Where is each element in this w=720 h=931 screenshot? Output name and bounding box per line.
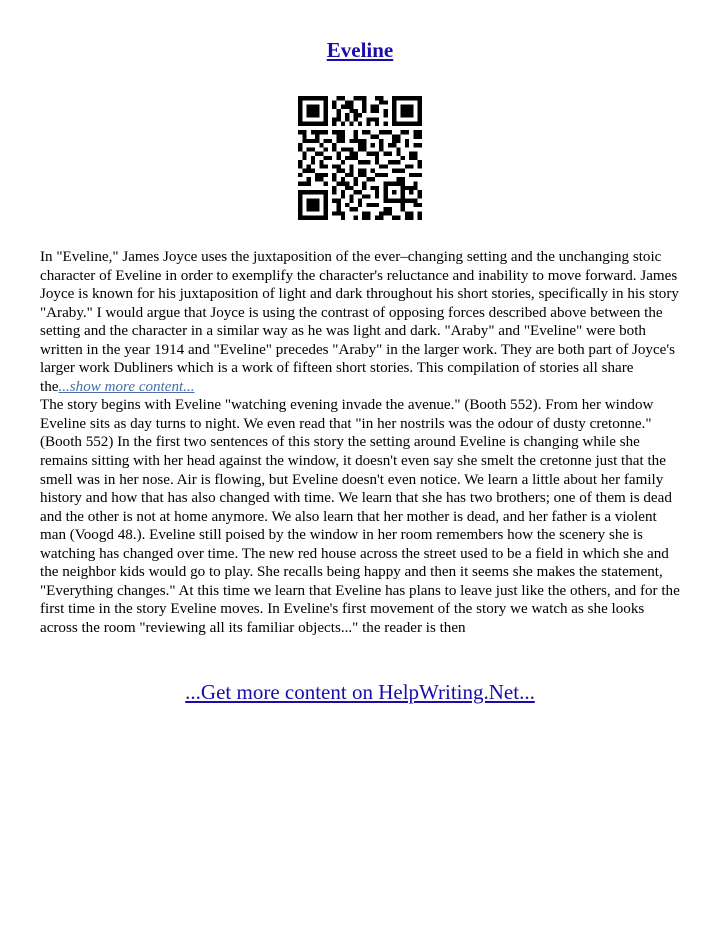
show-more-link[interactable]: ...show more content...: [58, 378, 195, 395]
article-paragraph: [40, 248, 684, 396]
qr-code-icon: [298, 96, 422, 220]
document-title: [0, 36, 720, 64]
get-more-content: [0, 678, 720, 706]
paragraph-text: In "Eveline," James Joyce uses the juxtaposition of the ever–changing setting and the unchanging stoic character of Eveline in order to exemplify the character's reluctance and inability to move forward. James Joyce is known for his juxtaposition of light and dark throughout his short stories, specifically in his story "Araby." I would argue that Joyce is using the contrast of opposing forces described above between the setting and the character in a similar way as he was light and dark. "Araby" and "Eveline" were both written in the year 1914 and "Eveline" precedes "Araby" in the larger work. They are both part of Joyce's larger work Dubliners which is a work of fifteen short stories. This compilation of stories all share the: [40, 249, 679, 395]
get-more-content-link[interactable]: ...Get more content on HelpWriting.Net...: [185, 680, 535, 704]
article-paragraph: The story begins with Eveline "watching evening invade the avenue." (Booth 552). From her window Eveline sits as day turns to night. We even read that "in her nostrils was the odour of dusty cretonne." (Booth 552) In the first two sentences of this story the setting around Eveline is changing while she remains sitting with her head against the window, it doesn't even say she smelt the cretonne just that the smell was in her nose. Air is flowing, but Eveline doesn't even notice. We learn a little about her family history and how that has also changed with time. We learn that she has two brothers; one of them is dead and the other is not at home anymore. We also learn that her mother is dead, and her father is a violent man (Voogd 48.). Eveline still poised by the window in her room remembers how the scenery she is watching has changed over time. The new red house across the street used to be a field in which she and the neighbor kids would go to play. She recalls being happy and then it seems she makes the statement, "Everything changes." At this time we learn that Eveline has plans to leave just like the others, and for the first time in the story Eveline moves. In Eveline's first movement of the story we watch as she looks across the room "reviewing all its familiar objects..." the reader is then: [40, 397, 680, 636]
title-link[interactable]: Eveline: [326, 38, 394, 62]
article-body: [40, 248, 684, 637]
